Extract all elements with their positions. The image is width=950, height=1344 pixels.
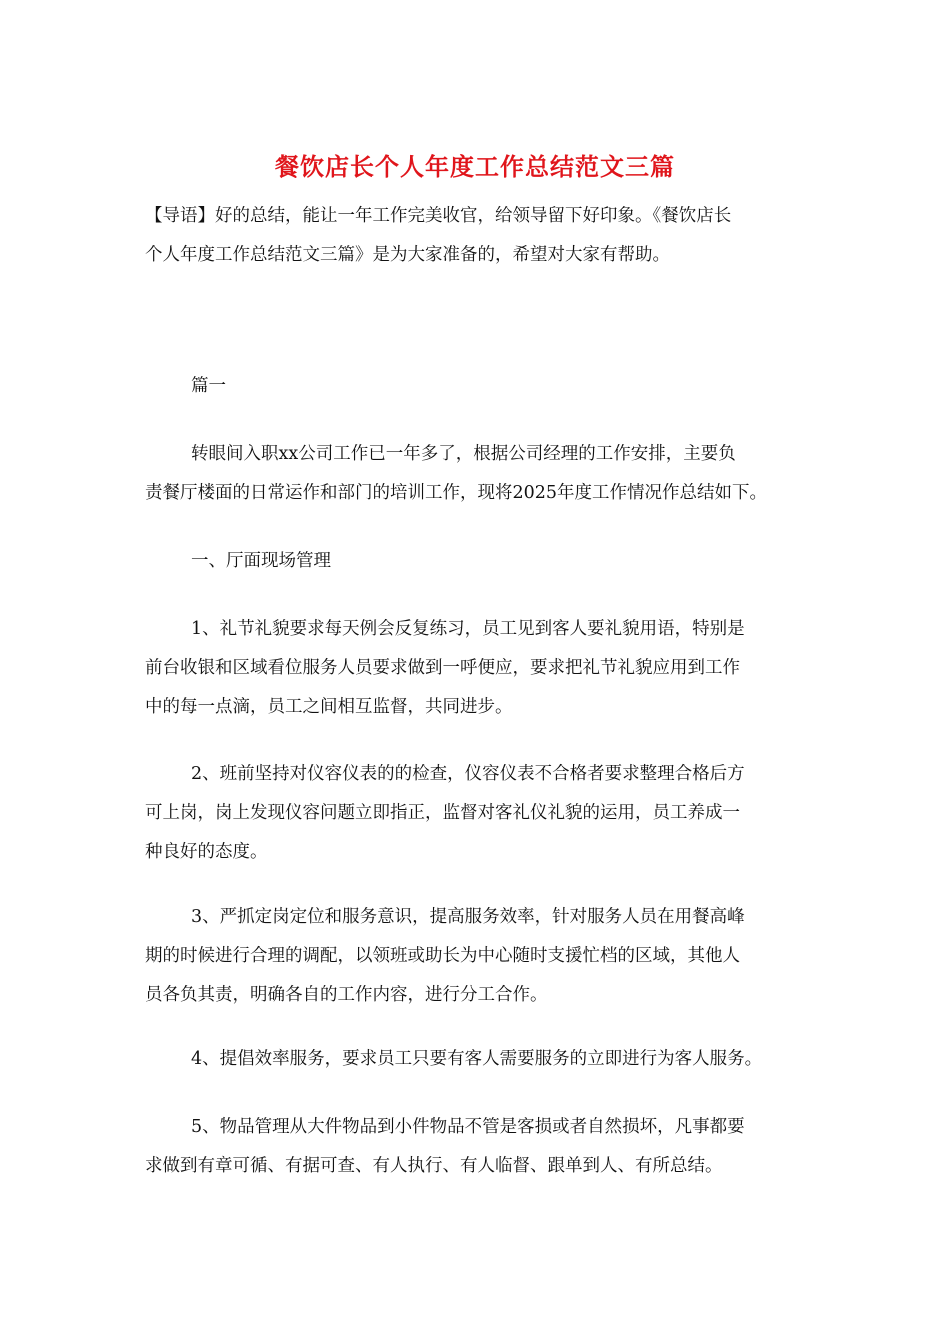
list-item-1 bbox=[145, 610, 815, 727]
heading-text: 一、厅面现场管理 bbox=[191, 551, 331, 571]
paragraph-line: 责餐厅楼面的日常运作和部门的培训工作，现将2025年度工作情况作总结如下。 bbox=[145, 483, 768, 503]
document-title: 餐饮店长个人年度工作总结范文三篇 bbox=[275, 152, 675, 181]
list-item-5 bbox=[145, 1108, 815, 1186]
list-item-4 bbox=[145, 1040, 815, 1079]
paragraph-line: 2、班前坚持对仪容仪表的的检查，仪容仪表不合格者要求整理合格后方 bbox=[191, 764, 745, 784]
paragraph-line: 种良好的态度。 bbox=[145, 842, 268, 862]
paragraph-line: 中的每一点滴，员工之间相互监督，共同进步。 bbox=[145, 697, 513, 717]
list-item-3 bbox=[145, 898, 815, 1015]
paragraph-line: 转眼间入职xx公司工作已一年多了，根据公司经理的工作安排，主要负 bbox=[191, 444, 736, 464]
paragraph-line: 5、物品管理从大件物品到小件物品不管是客损或者自然损坏，凡事都要 bbox=[191, 1117, 745, 1137]
paragraph-line: 期的时候进行合理的调配，以领班或助长为中心随时支援忙档的区域，其他人 bbox=[145, 946, 740, 966]
intro-paragraph bbox=[145, 197, 815, 275]
list-item-2 bbox=[145, 755, 815, 872]
section-label-text: 篇一 bbox=[191, 376, 226, 396]
section-heading bbox=[145, 542, 815, 581]
paragraph-line: 1、礼节礼貌要求每天例会反复练习，员工见到客人要礼貌用语，特别是 bbox=[191, 619, 745, 639]
paragraph-line: 求做到有章可循、有据可查、有人执行、有人临督、跟单到人、有所总结。 bbox=[145, 1156, 723, 1176]
paragraph-line: 可上岗，岗上发现仪容问题立即指正，监督对客礼仪礼貌的运用，员工养成一 bbox=[145, 803, 740, 823]
paragraph-line: 3、严抓定岗定位和服务意识，提高服务效率，针对服务人员在用餐高峰 bbox=[191, 907, 745, 927]
paragraph-line: 4、提倡效率服务，要求员工只要有客人需要服务的立即进行为客人服务。 bbox=[191, 1049, 763, 1069]
intro-line: 【导语】好的总结，能让一年工作完美收官，给领导留下好印象。《餐饮店长 bbox=[145, 206, 732, 226]
paragraph-line: 员各负其责，明确各自的工作内容，进行分工合作。 bbox=[145, 985, 548, 1005]
opening-paragraph bbox=[145, 435, 815, 513]
intro-line: 个人年度工作总结范文三篇》是为大家准备的，希望对大家有帮助。 bbox=[145, 245, 670, 265]
paragraph-line: 前台收银和区域看位服务人员要求做到一呼便应，要求把礼节礼貌应用到工作 bbox=[145, 658, 740, 678]
section-label bbox=[145, 367, 815, 406]
